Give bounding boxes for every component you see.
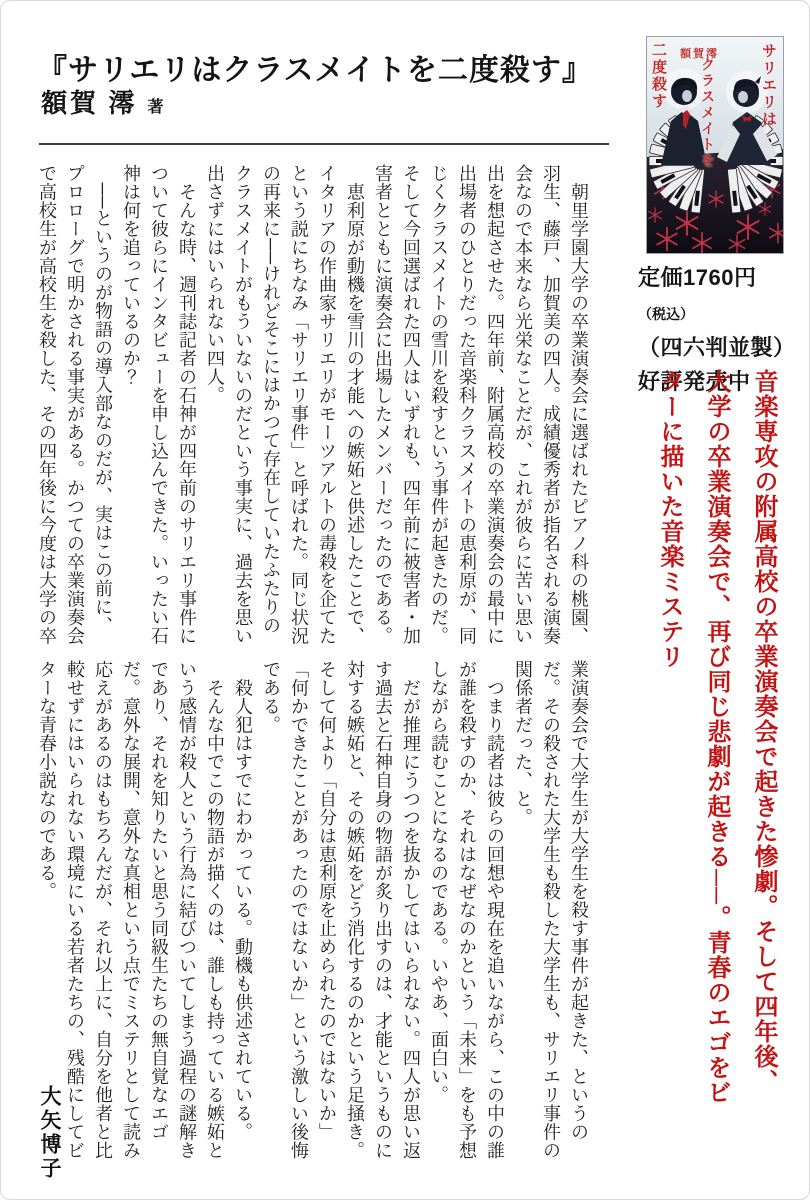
review-block-2 <box>31 660 593 1160</box>
review-paragraph: 業演奏会で大学生が大学生を殺す事件が起きた、というのだ。その殺された大学生も殺した大学生も、サリエリ事件の関係者だった、と。 <box>513 660 589 1160</box>
tagline: 音楽専攻の附属高校の卒業演奏会で起きた惨劇。そして四年後、大学の卒業演奏会で、再び同じ悲劇が起きる──。青春のエゴをビターに描いた音楽ミステリ <box>656 369 777 1106</box>
cover-author-name: 額賀澪 <box>680 48 719 60</box>
cover-title-column-left: 二度殺す <box>650 42 666 110</box>
header-divider <box>39 143 609 145</box>
cover-title-column-middle: クラスメイトを <box>699 57 714 169</box>
cover-title-column-right: サリエリは <box>760 43 776 128</box>
review-block-1 <box>31 164 593 647</box>
price-line <box>638 261 810 331</box>
review-paragraph: つまり読者は彼らの回想や現在を追いながら、この中の誰が誰を殺すのか、それはなぜなのかという「未来」をも予想しながら読むことになるのである。いやあ、面白い。 <box>429 660 505 1160</box>
author-suffix: 著 <box>147 99 164 116</box>
page-title: 『サリエリはクラスメイトを二度殺す』 <box>37 54 593 88</box>
price-value: 定価1760円 <box>638 265 757 290</box>
review-paragraph: 朝里学園大学の卒業演奏会に選ばれたピアノ科の桃園、羽生、藤戸、加賀美の四人。成績優秀者が指名される演奏会なので本来なら光栄なことだが、これが彼らに苦い思い出を想起させた。四年前、附属高校の卒業演奏会の最中に出場者のひとりだった音楽科クラスメイトの恵利原が、同じくクラスメイトの雪川を殺すという事件が起きたのだ。そして今回選ばれた四人はいずれも、四年前に被害者・加害者とともに演奏会に出場したメンバーだったのである。 <box>373 164 589 645</box>
availability-line: 好評発売中 <box>638 369 751 394</box>
review-paragraph: そんな中でこの物語が描くのは、誰しも持っている嫉妬という感情が殺人という行為に結びついてしまう過程の謎解きであり、それを知りたいと思う同級生たちの無自覚なエゴだ。意外な展開、意外な真相という点でミステリとして読み応えがあるのはもちろんだが、それ以上に、自分を他者と比較せずにはいられない環境にいる若者たちの、残酷にしてビターな青春小説なのである。 <box>37 660 225 1160</box>
review-paragraph: そんな時、週刊誌記者の石神が四年前のサリエリ事件について彼らにインタビューを申し込んできた。いったい石神は何を追っているのか？ <box>121 164 197 645</box>
review-paragraph: 殺人犯はすでにわかっている。動機も供述されている。 <box>233 660 253 1141</box>
review-paragraph: ──というのが物語の導入部なのだが、実はこの前に、プロローグで明かされる事実がある。かつての卒業演奏会で高校生が高校生を殺した、その四年後に今度は大学の卒 <box>37 164 113 645</box>
author-line <box>41 83 164 120</box>
review-paragraph: 恵利原が動機を雪川の才能への嫉妬と供述したことで、イタリアの作曲家サリエリがモーツアルトの毒殺を企てたという説にちなみ「サリエリ事件」と呼ばれた。同じ状況の再来に──けれどそこにはかつて存在していたふたりのクラスメイトがもういないのだという事実に、過去を思い出さずにはいられない四人。 <box>205 164 365 645</box>
format-line: （四六判並製） <box>638 335 796 360</box>
book-cover <box>646 36 784 254</box>
author-name: 額賀 澪 <box>41 89 138 118</box>
review-paragraph: だが推理にうつつを抜かしてはいられない。四人が思い返す過去と石神自身の物語が炙り出すのは、才能というものに対する嫉妬と、その嫉妬をどう消化するのかという足掻き。そして何より「自分は恵利原を止められたのではないか」「何かできたことがあったのではないか」という激しい後悔である。 <box>261 660 421 1160</box>
reviewer-signature: 大矢博子 <box>38 1085 61 1181</box>
tax-note: （税込） <box>638 306 694 322</box>
